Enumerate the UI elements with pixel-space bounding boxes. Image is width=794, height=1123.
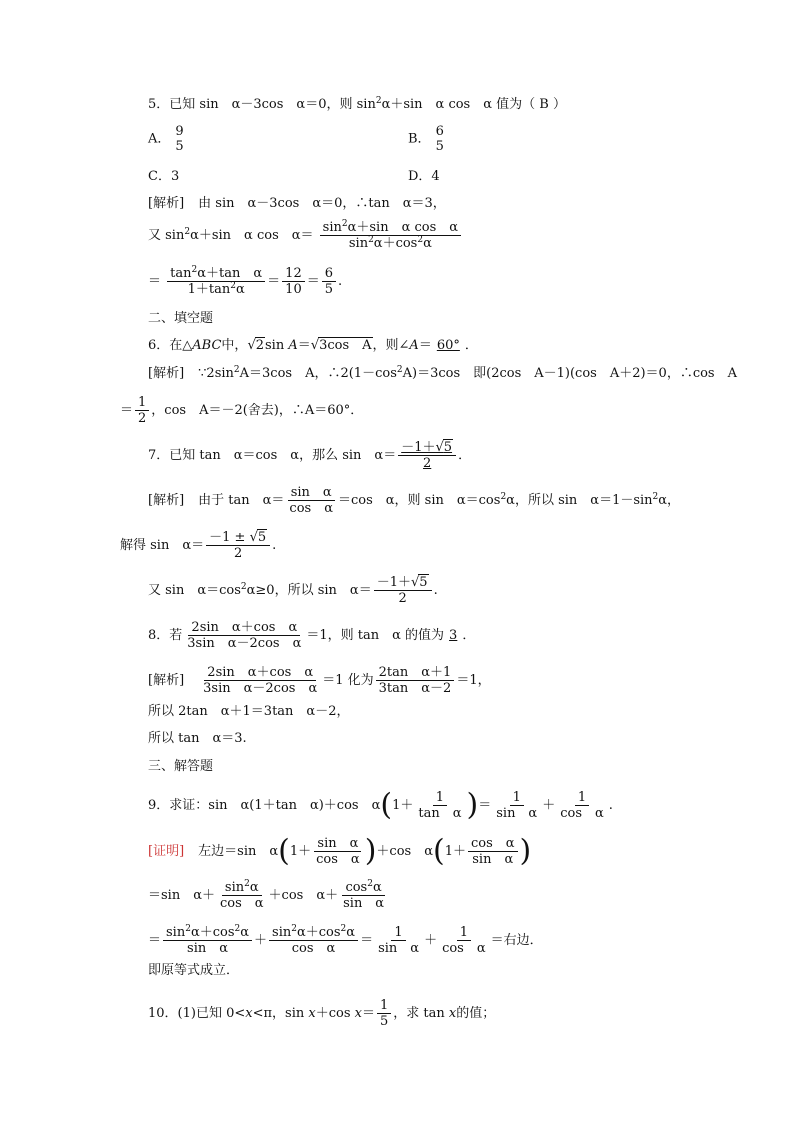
- q9-proof-line3: ＝ $\frac{\sin^2\alpha+\cos^2\alpha}{\text{sin α}}$ ＋ $\frac{\sin^2\alpha+\cos^2\alpha}{\text{cos α}}$ ＝ $\frac{1}{\text{sin α}}$ ＋ $\frac{1}{\text{cos α}}$ ＝右边．: [148, 924, 543, 956]
- q9-proof-line2: ＝sin α＋ $\frac{\sin^2\alpha}{\text{cos α}}$ ＋cos α＋ $\frac{\cos^2\alpha}{\text{sin α}}$: [148, 879, 385, 911]
- q6-analysis-line2: ＝ $\frac{1}{2}$ ，cos A＝－2(舍去)，∴A＝60°．: [120, 395, 364, 426]
- q6-stem: 6．在△ABC中，√2sin A＝√3cos A，则∠A＝ 60° ．: [148, 338, 478, 353]
- q5-option-c: C．3: [148, 169, 180, 184]
- q5-option-a: A． 9 5: [148, 124, 184, 154]
- q7-analysis-line1: [解析] 由于 tan α＝ $\frac{\text{sin α}}{\text{cos α}}$ ＝cos α，则 sin $\alpha=\cos^2\alpha$，所以 sin $\alpha=1-\sin^2\alpha$，: [148, 485, 681, 516]
- q7-stem: 7．已知 tan α＝cos α，那么 sin α＝ $\frac{-1+√5}{2}$ ．: [148, 440, 472, 471]
- q8-analysis-line2: 所以 2tan α＋1＝3tan α－2，: [148, 704, 350, 719]
- q5-analysis-line2: 又 $\sin^2\alpha+\sin$ α cos α＝ $\frac{\sin^2\alpha+\sin \alpha \cos \alpha}{\sin^2\alpha+\cos^2\alpha}$: [148, 220, 463, 251]
- q6-analysis-line1: [解析] $\because 2\sin^2A=3\cos$ A，$\therefore 2(1-\cos^2A)=3\cos$ 即(2cos A－1)(cos A＋2)＝0，∴cos A: [148, 365, 737, 381]
- q10-stem: 10．(1)已知 0<x<π，sin x＋cos x＝ $\frac{1}{5}$ ，求 tan x的值；: [148, 998, 496, 1029]
- q5-option-b: B． 6 5: [408, 124, 444, 154]
- q7-analysis-line2: 解得 sin α＝ $\frac{-1 \pm √5}{2}$ .: [120, 530, 277, 561]
- q7-analysis-line3: 又 sin $\alpha=\cos^2\alpha\ge 0$，所以 sin α＝ $\frac{-1+√5}{2}$ .: [148, 575, 438, 606]
- q8-stem: 8．若 $\frac{\text{2sin α＋cos α}}{\text{3sin α－2cos α}}$ ＝1，则 tan α 的值为 3 ．: [148, 620, 476, 651]
- q9-proof-line1: [证明] 左边＝sin α(1＋ $\frac{\text{sin α}}{\text{cos α}}$ )＋cos α(1＋ $\frac{\text{cos α}}{\text{sin α}}$ ): [148, 833, 532, 869]
- q8-analysis-line3: 所以 tan α＝3.: [148, 731, 247, 746]
- q5-analysis-line3: ＝ $\frac{\tan^2\alpha+\tan \alpha}{1+\tan^2\alpha}$ ＝ $\frac{12}{10}$ ＝ $\frac{6}{5}$ .: [148, 265, 343, 297]
- q9-proof-conclusion: 即原等式成立．: [148, 963, 240, 978]
- q5-option-d: D．4: [408, 169, 440, 184]
- q5-analysis-line1: [解析] 由 sin α－3cos α＝0，∴tan α＝3，: [148, 196, 446, 211]
- q9-stem: 9．求证：sin α(1＋tan α)＋cos α(1＋ $\frac{1}{\text{tan α}}$ )＝ $\frac{1}{\text{sin α}}$ ＋ $\frac{1}{\text{cos α}}$ .: [148, 787, 613, 823]
- section-solution-title: 三、解答题: [148, 759, 214, 774]
- q5-stem: 5．已知 sin α－3cos α＝0，则 $\sin^2\alpha+\sin$ α cos α 值为（ B ）: [148, 96, 566, 112]
- q8-analysis-line1: [解析] $\frac{\text{2sin α＋cos α}}{\text{3sin α－2cos α}}$ ＝1 化为 $\frac{\text{2tan α＋1}}{\text{3tan α－2}}$ ＝1，: [148, 665, 491, 696]
- section-fill-in-title: 二、填空题: [148, 311, 214, 326]
